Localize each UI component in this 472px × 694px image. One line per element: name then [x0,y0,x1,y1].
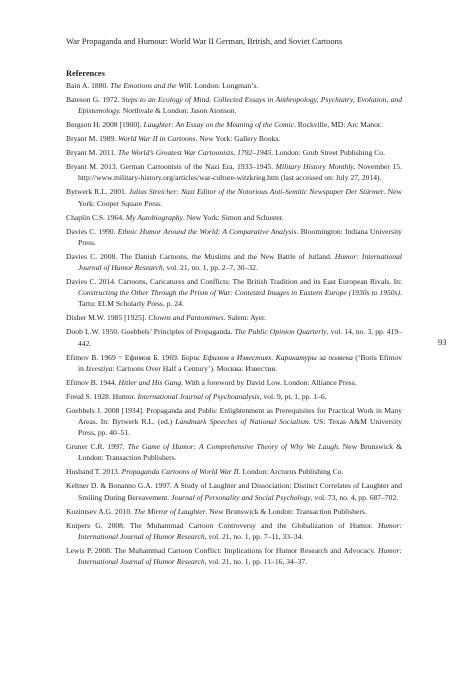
reference-list [66,80,402,570]
reference-text: Davies C. 1990. [66,226,118,236]
reference-title-italic: International Journal of Psychoanalysis [137,391,260,401]
reference-text: , vol. 21, no. 1, pp. 2–7, 30–32. [162,263,258,273]
reference-entry [66,312,402,323]
reference-title-italic: My Autobiography [125,212,183,222]
reference-entry [66,377,402,388]
reference-entry [66,161,402,183]
reference-text: Bergson H. 2008 [1900]. [66,120,144,130]
reference-text: Davies C. 2008. The Danish Cartoons, the Muslims and the New Battle of Jutland. [66,251,335,261]
reference-text: Bytwerk R.L. 2001. [66,187,129,197]
reference-text: , vol. 21, no. 1, pp. 7–11, 33–34. [204,531,304,541]
reference-title-italic: Laughter: An Essay on the Meaning of the Comic [143,120,294,130]
reference-text: . Bloomington: Indiana University Press. [78,226,402,247]
reference-title-italic: Humor: International Journal of Humor Research [78,545,402,567]
reference-text: Bain A. 1880. [66,81,111,90]
running-head: War Propaganda and Humour: World War II German, British, and Soviet Cartoons [66,37,343,46]
reference-title-italic: Hitler and His Gang [118,377,182,387]
reference-title-italic: The Emotions and the Will [110,81,191,90]
reference-title-italic: The Public Opinion Quarterly [234,327,327,337]
reference-text: . New Brunswick & London: Transaction Publishers. [78,442,402,463]
reference-entry [66,133,402,144]
reference-entry [66,147,402,158]
reference-title-italic: Julius Streicher: Nazi Editor of the Notorious Anti-Semitic Newspaper Der Stürmer [128,187,384,197]
reference-text: Bryant M. 1989. [66,134,119,144]
reference-text: . London: Grub Street Publishing Co. [271,148,385,158]
reference-entry [66,391,402,402]
reference-entry [66,466,402,477]
reference-text: November 15. http://www.military-history.org/articles/war-culture-witzkrieg.htm (last accessed on: July 27, 2014). [78,162,402,183]
reference-text: . London: Arcturus Publishing Co. [238,467,344,477]
reference-text: Kuipers G. 2008. The Muhammad Cartoon Controversy and the Globalization of Humor. [66,520,378,530]
reference-text: Chaplin C.S. 1964. [66,212,126,222]
reference-text: Doob L.W. 1950. Goebbels’ Principles of Propaganda. [66,327,235,337]
reference-text: Bateson G. 1972. [66,95,122,104]
reference-text: . New York: Simon and Schuster. [182,212,284,222]
reference-text: Bryant M. 2011. [66,148,118,158]
reference-entry [66,276,402,310]
reference-text: , vol. 14, no. 3, pp. 419–442. [78,327,402,348]
reference-text: Keltner D. & Bonanno G.A. 1997. A Study of Laughter and Dissociation: Distinct Correlates of Laughter and Smiling During Bereavement. [66,481,402,502]
reference-title-italic: Landmark Speeches of National Socialism [175,417,309,427]
reference-entry [66,405,402,439]
reference-text: Efimov B. 1969 = Ефимов Б. 1969. [66,352,182,362]
references-heading: References [66,69,105,78]
reference-title-italic: Clowns and Pantomimes [148,313,224,323]
reference-title-italic: Constructing the Other Through the Prism of War: Contested Images in Eastern Europe (1930s to 1950s) [78,288,401,298]
reference-entry [66,251,402,273]
reference-entry [66,326,402,348]
reference-text: , vol. 21, no. 1, pp. 11–16, 34–37. [204,557,308,567]
reference-title-italic: Steps to an Ecology of Mind. Collected Essays in Anthropology, Psychiatry, Evolution, and Epistemology. [78,95,402,116]
reference-title-italic: Journal of Personality and Social Psychology [171,492,311,502]
reference-text: . Salem: Ayer. [223,313,267,323]
reference-text: Davies C. 2014. Cartoons, Caricatures and Conflicts: The British Tradition and its East European Rivals. In: [66,277,402,287]
reference-text: . New York: Gallery Books. [195,134,281,144]
reference-text: . Rockville, MD: Arc Manor. [293,120,382,130]
reference-entry [66,212,402,223]
reference-title-italic: The Game of Humor: A Comprehensive Theory of Why We Laugh [127,442,338,452]
reference-text: Northvale & London: Jason Atonson. [120,106,237,116]
reference-title-italic: Ethnic Humor Around the World: A Comparative Analysis [117,226,297,236]
reference-text: Kozintsev A.G. 2010. [66,506,134,516]
reference-title-italic: Military History Monthly, [275,162,356,172]
reference-entry [66,352,402,374]
reference-title-italic: The Mirror of Laughter [133,506,206,516]
reference-text: . Tartu: ELM Scholarly Press. p. 24. [78,288,402,309]
reference-title-italic: Humor: International Journal of Humor Research [78,251,402,273]
reference-text: , vol. 9, pt. 1, pp. 1–6. [259,391,327,401]
reference-entry [66,480,402,502]
reference-text: Gruner C.R. 1997. [66,442,128,452]
reference-title-italic: Propaganda Cartoons of World War II [121,467,239,477]
reference-entry [66,226,402,248]
reference-text: Disher M.W. 1985 [1925]. [66,313,149,323]
reference-entry [66,520,402,542]
reference-entry [66,545,402,567]
reference-title-italic: Humor: International Journal of Humor Research [78,520,402,541]
reference-text: Freud S. 1928. Humor. [66,391,138,401]
page-number: 93 [438,338,447,347]
reference-entry [66,94,402,116]
reference-text: Goebbels J. 2008 [1934]. Propaganda and Public Enlightenment as Prerequisites for Practical Work in Many Areas. In: Bytwerk R.L. (ed.) [66,405,402,427]
reference-text: : Cartoons Over Half a Century’). Москва: Известия. [112,363,277,373]
reference-text: Husband T. 2013. [66,467,122,477]
reference-entry [66,186,402,208]
reference-text: Bryant M. 2013. German Cartoonists of the Nazi Era, 1933–1945. [66,162,276,172]
reference-entry [66,119,402,130]
reference-title-italic: Izvestiya [85,363,113,373]
reference-text: . New Brunswick & London: Transaction Publishers. [205,506,367,516]
reference-text: . London: Longman’s. [190,81,259,90]
reference-text: . With a foreword by David Low. London: Alliance Press. [181,377,357,387]
reference-text: . US: Texas A&M University Press, pp. 40–51. [78,417,402,438]
reference-title-italic: The World’s Greatest War Cartoonists, 1792–1945 [117,148,272,158]
reference-entry [66,506,402,517]
reference-text: Lewis P. 2008. The Muhammad Cartoon Conflict: Implications for Humor Research and Advocacy. [66,545,378,555]
reference-title-italic: Борис Ефимов в Известиях. Карикатуры за полвека [181,352,353,362]
reference-text: . New York: Cooper Square Press. [78,187,403,208]
reference-entry [66,441,402,463]
reference-entry [66,80,402,91]
reference-text: , vol. 73, no. 4, pp. 687–702. [310,492,399,502]
reference-title-italic: World War II in Cartoons [118,134,196,144]
reference-text: (‘Boris Efimov in [78,352,403,373]
reference-text: Efimov B. 1944. [66,377,119,387]
